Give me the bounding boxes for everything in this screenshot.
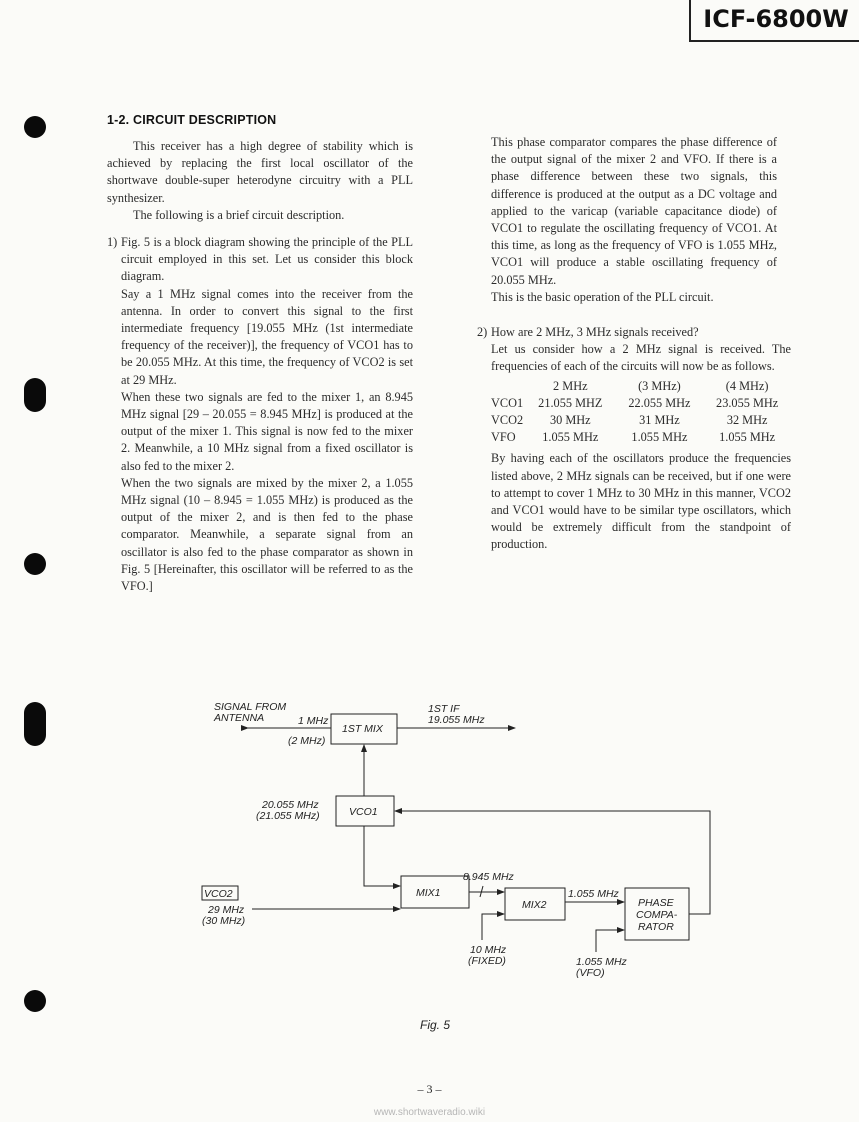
- table-cell: 1.055 MHz: [719, 430, 776, 445]
- body-paragraph: When these two signals are fed to the mixer 1, an 8.945 MHz signal [29 – 20.055 = 8.945 MHz] is produced at the output of the mixer 1. This signal is now fed to the mixer 2. Meanwhile, a 10 MHz signal from a fixed oscillator is also fed to the mixer 2.: [121, 389, 413, 473]
- table-cell: 32 MHz: [726, 413, 768, 428]
- table-cell: [491, 378, 525, 395]
- section-heading: 1-2. CIRCUIT DESCRIPTION: [107, 113, 277, 127]
- first-mix-label: 1ST MIX: [342, 723, 383, 735]
- phase-comparator-label: PHASE: [638, 897, 674, 909]
- table-header-cell: (3 MHz): [638, 378, 681, 393]
- table-cell: 23.055 MHz: [716, 395, 779, 410]
- table-cell: 1.055 MHz: [542, 430, 599, 445]
- vco1-frequency-label: 20.055 MHz: [262, 799, 319, 811]
- figure-caption: Fig. 5: [420, 1018, 451, 1032]
- body-paragraph: When the two signals are mixed by the mixer 2, a 1.055 MHz signal (10 – 8.945 = 1.055 MHz) is produced as the output of the mixer 2, and is then fed to the phase comparator. Meanwhile, a separate signal from an oscillator is also fed to the phase comparator as shown in Fig. 5 [Hereinafter, this oscillator will be referred to as the VFO.]: [121, 475, 413, 594]
- table-row: [491, 395, 791, 412]
- vco1-to-mix1-line: [364, 826, 400, 886]
- mix2-output-label: 1.055 MHz: [568, 888, 619, 900]
- model-number-tab: ICF-6800W: [689, 0, 859, 42]
- body-paragraph: Fig. 5 is a block diagram showing the principle of the PLL circuit employed in this set. Let us consider this block diagram.: [121, 235, 413, 284]
- list-item: [477, 324, 791, 554]
- intro-paragraph: This receiver has a high degree of stability which is achieved by replacing the first local oscillator of the shortwave double-super heterodyne circuitry with a PLL synthesizer.: [107, 139, 413, 205]
- vfo-line: [596, 930, 624, 952]
- table-cell: 22.055 MHz: [628, 395, 691, 410]
- list-item-title: How are 2 MHz, 3 MHz signals received?: [491, 325, 699, 340]
- vco2-frequency-label: 29 MHz: [208, 904, 245, 916]
- table-header-row: [491, 378, 791, 395]
- body-paragraph: This is the basic operation of the PLL circuit.: [491, 289, 714, 304]
- binder-hole: [24, 990, 46, 1012]
- mix1-label: MIX1: [416, 887, 441, 899]
- body-paragraph: Let us consider how a 2 MHz signal is received. The frequencies of each of the circuits will now be as follows.: [491, 342, 791, 374]
- left-column: [107, 138, 413, 595]
- table-row-label: VCO1: [491, 395, 524, 410]
- body-paragraph: Say a 1 MHz signal comes into the receiver from the antenna. In order to convert this signal to the first intermediate frequency [19.055 MHz (1st intermediate frequency of the receiver)], the frequency of VCO1 has to be 20.055 MHz. At this time, the frequency of VCO2 is set at 29 MHz.: [121, 286, 413, 387]
- list-number: 1): [107, 235, 118, 250]
- frequency-table: [491, 378, 791, 447]
- body-paragraph: By having each of the oscillators produce the frequencies listed above, 2 MHz signals can be received, but if one were to attempt to cover 1 MHz to 30 MHz in this manner, VCO2 and VCO1 would have to be similar type oscillators, which would be extremely difficult from the standpoint of production.: [491, 451, 791, 552]
- table-cell: 30 MHz: [549, 413, 591, 428]
- input-frequency-alt-label: (2 MHz): [288, 735, 326, 747]
- page-number: – 3 –: [417, 1082, 442, 1096]
- fixed-osc-line: [482, 914, 504, 940]
- binder-hole: [24, 116, 46, 138]
- antenna-label: ANTENNA: [214, 712, 265, 724]
- vco2-label: VCO2: [204, 888, 233, 900]
- fixed-frequency-label: 10 MHz: [470, 944, 507, 956]
- table-header-cell: 2 MHz: [553, 378, 588, 393]
- table-cell: 21.055 MHZ: [538, 395, 603, 410]
- first-if-frequency-label: 19.055 MHz: [428, 714, 485, 726]
- phase-comparator-label: RATOR: [638, 921, 674, 933]
- table-cell: 1.055 MHz: [631, 430, 688, 445]
- table-row-label: VCO2: [491, 413, 524, 428]
- table-row: [491, 412, 791, 429]
- vco1-label: VCO1: [349, 806, 378, 818]
- binder-hole: [24, 553, 46, 575]
- list-item: [107, 234, 413, 595]
- mix2-label: MIX2: [522, 899, 547, 911]
- signal-from-label: SIGNAL FROM: [214, 701, 287, 713]
- table-row: [491, 429, 791, 446]
- vco2-frequency-alt-label: (30 MHz): [202, 915, 246, 927]
- list-number: 2): [477, 325, 488, 340]
- vco1-frequency-alt-label: (21.055 MHz): [256, 810, 320, 822]
- table-header-cell: (4 MHz): [725, 378, 769, 393]
- right-column: [477, 134, 791, 554]
- binder-hole: [24, 378, 46, 412]
- pll-block-diagram: [190, 690, 730, 990]
- intro-paragraph: The following is a brief circuit description.: [133, 207, 345, 222]
- binder-hole: [24, 702, 46, 746]
- watermark: www.shortwaveradio.wiki: [373, 1107, 486, 1118]
- vfo-label: (VFO): [576, 967, 605, 979]
- mix1-output-label: 8.945 MHz: [463, 871, 514, 883]
- fixed-label: (FIXED): [468, 955, 506, 967]
- body-paragraph: This phase comparator compares the phase difference of the output signal of the mixer 2 and VFO. If there is a phase difference between these two signals, this difference is produced at the output as a DC voltage and applied to the varicap (variable capacitance diode) of VCO1 to regulate the oscillating frequency of VCO1. At this time, as long as the frequency of VFO is 1.055 MHz, VCO1 will produce a stable oscillating frequency of 20.055 MHz.: [491, 135, 777, 287]
- input-frequency-label: 1 MHz: [298, 715, 329, 727]
- table-cell: 31 MHz: [639, 413, 680, 428]
- vfo-frequency-label: 1.055 MHz: [576, 956, 627, 968]
- first-if-label: 1ST IF: [428, 703, 460, 715]
- phase-comparator-label: COMPA-: [636, 909, 678, 921]
- table-row-label: VFO: [491, 430, 516, 445]
